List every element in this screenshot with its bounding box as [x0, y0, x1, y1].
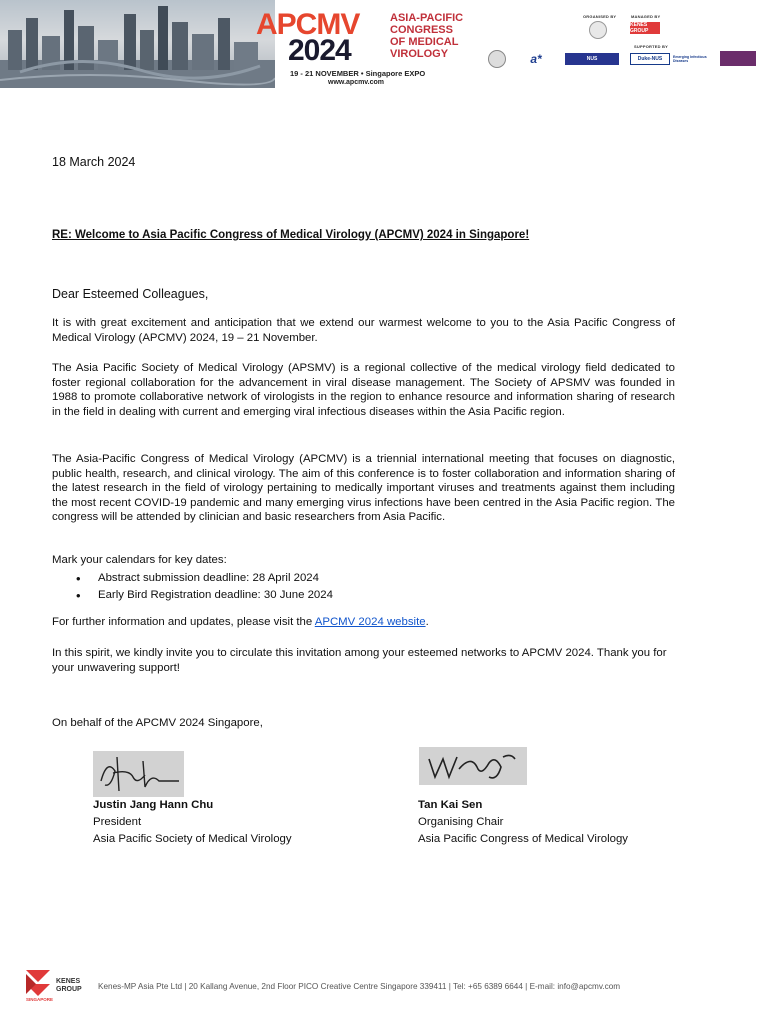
paragraph-apcmv: The Asia-Pacific Congress of Medical Virology (APCMV) is a triennial international meeting that focuses on diagnostic, public health, research, and clinical virology. The aim of this conference is to foster collaboration and information sharing of the latest research in the field of virology pertaining to medically important viruses and treatments against them including the most recent COVID-19 pandemic and many emerging virus infections have been centred in the Asia Pacific region. The congress will be attended by clinician and basic researchers from Asia Pacific. [52, 453, 675, 524]
duke-nus-logo: Duke-NUS [630, 53, 670, 65]
managed-by-label: MANAGED BY [631, 14, 661, 19]
footer-address: Kenes-MP Asia Pte Ltd | 20 Kallang Avenue, 2nd Floor PICO Creative Centre Singapore 339411 | Tel: +65 6389 6644 | E-mail: info@apcmv.com [98, 982, 621, 991]
header-banner [0, 0, 768, 88]
paragraph-welcome: It is with great excitement and anticipation that we extend our warmest welcome to you to the Asia Pacific Congress of Medical Virology (APCMV) 2024, 19 – 21 November. [52, 317, 675, 344]
event-website: www.apcmv.com [328, 79, 385, 86]
logo-year-text: 2024 [288, 34, 351, 67]
a-star-logo: a* [530, 52, 542, 66]
key-dates-intro: Mark your calendars for key dates: [52, 554, 227, 566]
singapore-skyline-image [0, 0, 275, 88]
logo-line: ASIA-PACIFIC [390, 12, 464, 24]
list-item: • Abstract submission deadline: 28 April 2024 [76, 570, 333, 587]
supported-by-label: SUPPORTED BY [634, 44, 668, 49]
kenes-footer-logo [24, 968, 90, 1004]
skyline-illustration [0, 0, 275, 88]
further-info-prefix: For further information and updates, please visit the [52, 616, 315, 628]
signatory-title: President [93, 816, 142, 828]
signatory-organisation: Asia Pacific Society of Medical Virology [93, 833, 292, 845]
footer-logo-text: KENES GROUP [56, 978, 82, 993]
apcmv-website-link[interactable]: APCMV 2024 website [314, 616, 426, 628]
logo-congress-lines [390, 12, 463, 60]
signatory-name: Tan Kai Sen [418, 799, 483, 811]
signatory-title: Organising Chair [418, 816, 504, 828]
signature-scribble [419, 747, 527, 785]
logo-line: VIROLOGY [390, 48, 449, 60]
paragraph-apsmv: The Asia Pacific Society of Medical Virology (APSMV) is a regional collective of the medical virology field dedicated to foster regional collaboration for the advancement in viral disease management. The Society of APSMV was founded in 1988 to promote collaborative network of virologists in the region to enhance resource and information sharing of research in the field in dealing with current and emerging viral infectious diseases within the Asia Pacific region. [52, 362, 675, 418]
logo-apcmv-text: APCMV [256, 8, 360, 41]
key-dates-list [76, 570, 333, 604]
paragraph-invitation: In this spirit, we kindly invite you to circulate this invitation among your esteemed networks to APCMV 2024. Thank you for your unwavering support! [52, 647, 667, 674]
emerging-infectious-logo: Emerging Infectious Diseases [673, 53, 713, 65]
apsmv-seal-icon [589, 21, 607, 39]
list-item: • Early Bird Registration deadline: 30 June 2024 [76, 587, 333, 604]
letter-date: 18 March 2024 [52, 155, 136, 169]
event-date: 19 - 21 NOVEMBER • Singapore EXPO [290, 69, 426, 78]
logo-line: OF MEDICAL [390, 36, 459, 48]
on-behalf-line: On behalf of the APCMV 2024 Singapore, [52, 717, 263, 729]
society-seal-icon [488, 50, 506, 68]
signature-tan [419, 747, 527, 785]
signature-scribble [93, 751, 184, 797]
sponsor-logo [720, 51, 756, 66]
organised-by-label: ORGANISED BY [583, 14, 617, 19]
logo-line: CONGRESS [390, 24, 453, 36]
further-info-suffix: . [425, 616, 429, 628]
signatory-organisation: Asia Pacific Congress of Medical Virology [418, 833, 628, 845]
apcmv-logo [256, 10, 466, 88]
signatory-name: Justin Jang Hann Chu [93, 799, 214, 811]
kenes-group-logo: KENES GROUP [630, 22, 660, 34]
further-info [52, 616, 429, 628]
nus-logo: NUS [565, 53, 619, 65]
signature-chu [93, 751, 184, 797]
footer-logo-sub: SINGAPORE [26, 997, 54, 1002]
letter-subject: RE: Welcome to Asia Pacific Congress of Medical Virology (APCMV) 2024 in Singapore! [52, 229, 530, 241]
letter-greeting: Dear Esteemed Colleagues, [52, 287, 209, 301]
